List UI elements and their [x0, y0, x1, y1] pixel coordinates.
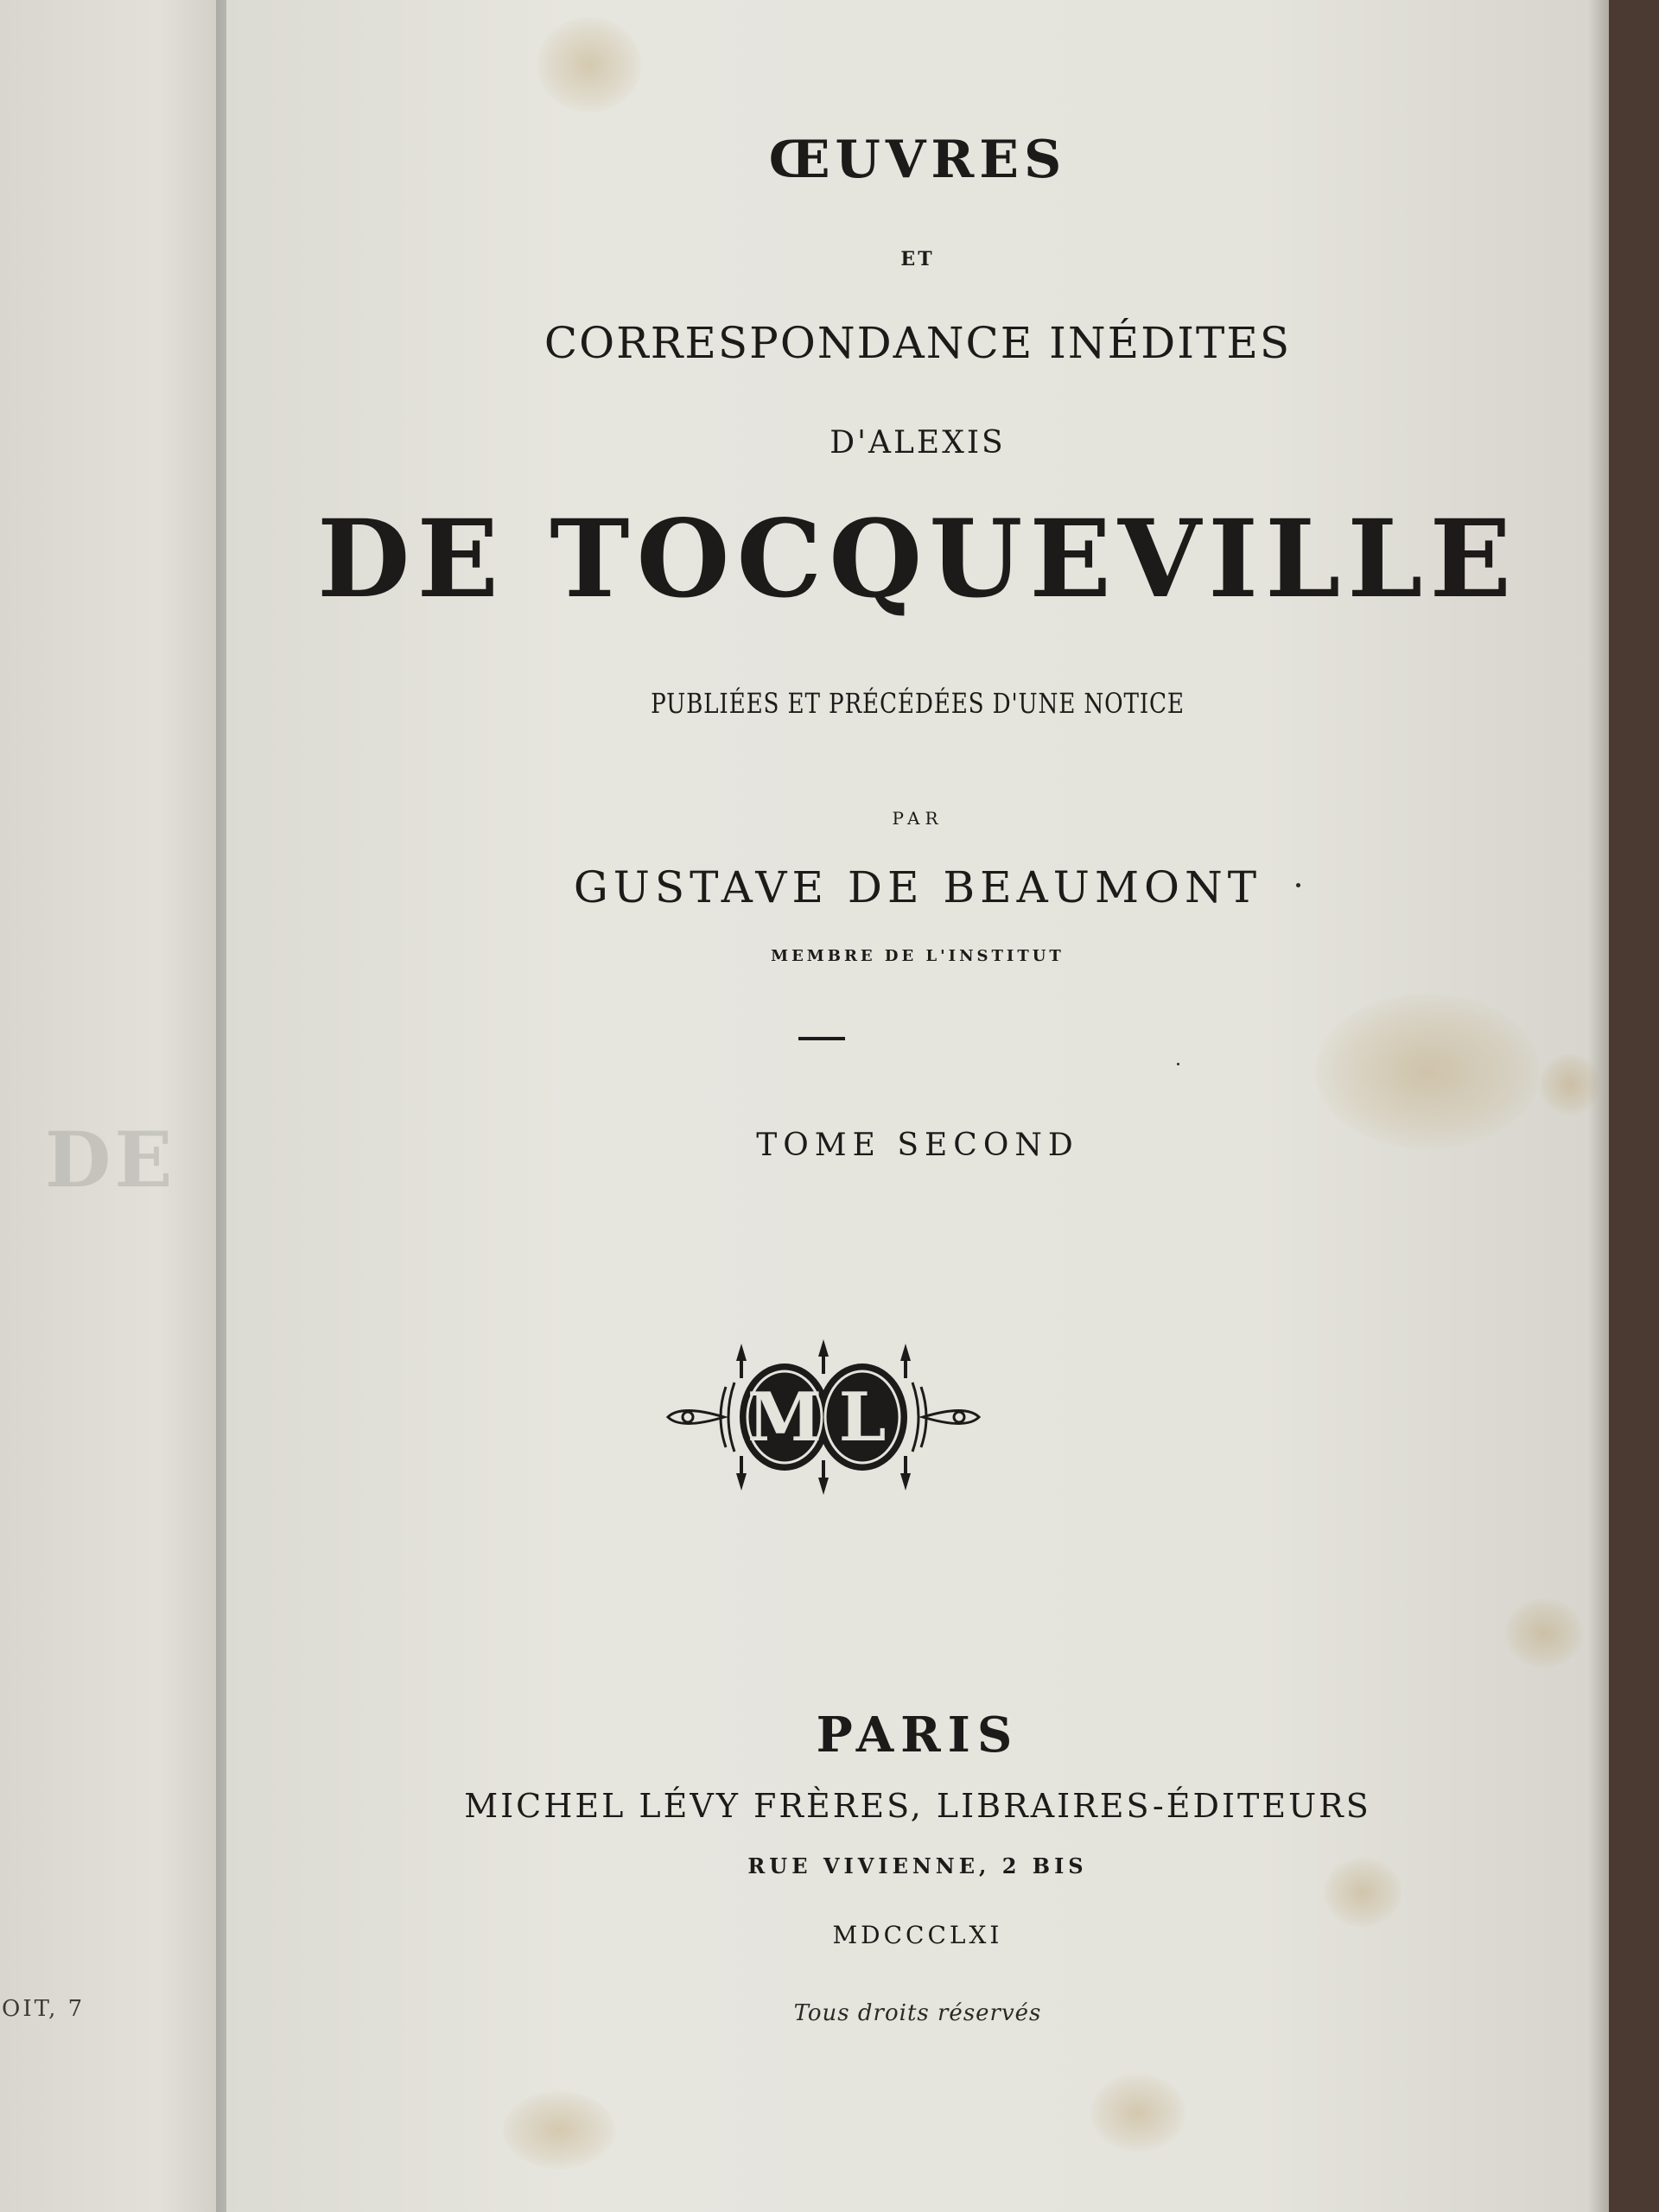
title-correspondance: CORRESPONDANCE INÉDITES — [543, 318, 1292, 368]
publication-year: MDCCCLXI — [832, 1921, 1003, 1949]
svg-text:M: M — [747, 1378, 823, 1457]
left-facing-page — [0, 0, 226, 2212]
par-label: PAR — [892, 808, 944, 829]
left-page-imprint: OIT, 7 — [2, 1996, 86, 2022]
editor-affiliation: MEMBRE DE L'INSTITUT — [771, 947, 1065, 965]
title-dalexis: D'ALEXIS — [830, 425, 1006, 461]
bleed-through-text: DE — [45, 1115, 176, 1205]
rights-notice: Tous droits réservés — [793, 2000, 1042, 2026]
publication-city: PARIS — [816, 1707, 1020, 1764]
foxing-stain — [1090, 2074, 1185, 2152]
subtitle-publiees: PUBLIÉES ET PRÉCÉDÉES D'UNE NOTICE — [651, 687, 1185, 720]
publisher-address: RUE VIVIENNE, 2 BIS — [747, 1853, 1088, 1878]
foxing-stain — [503, 2091, 615, 2169]
publisher-emblem-icon — [664, 1335, 983, 1499]
ink-speck — [1296, 883, 1300, 887]
volume-label: TOME SECOND — [756, 1128, 1079, 1163]
title-oeuvres: ŒUVRES — [768, 130, 1067, 190]
page-edge-shadow — [1588, 0, 1609, 2212]
foxing-stain — [537, 17, 641, 112]
author-name: DE TOCQUEVILLE — [317, 497, 1518, 622]
foxing-stain — [1315, 994, 1540, 1149]
title-page — [226, 0, 1609, 2212]
divider-rule — [798, 1037, 845, 1040]
editor-name: GUSTAVE DE BEAUMONT — [573, 862, 1262, 912]
publisher-name: MICHEL LÉVY FRÈRES, LIBRAIRES-ÉDITEURS — [464, 1787, 1371, 1825]
foxing-stain — [1505, 1599, 1583, 1668]
ink-speck — [1177, 1063, 1179, 1065]
svg-text:L: L — [838, 1378, 887, 1457]
title-et: ET — [900, 248, 935, 270]
